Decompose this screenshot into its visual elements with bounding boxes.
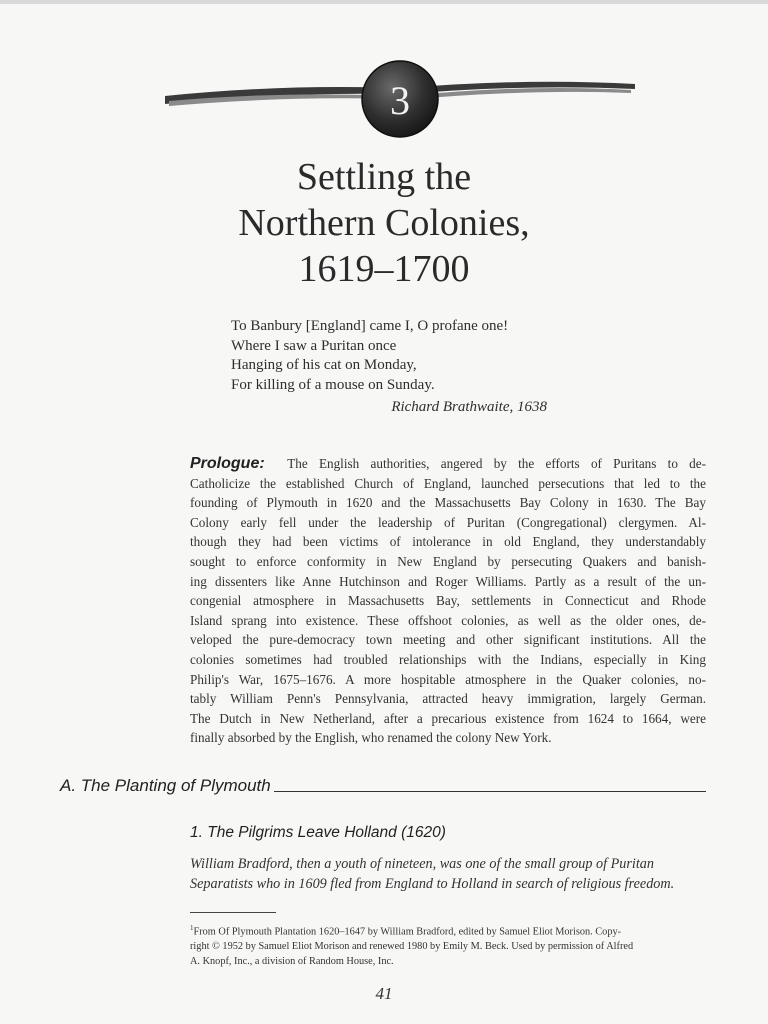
footnote-line: $^1$From Of Plymouth Plantation 1620–1647 by William Bradford, edited by Samuel Eliot Morison. Copy- <box>190 924 622 938</box>
prologue-line: congenial atmosphere in Massachusetts Bay, settlements in Connecticut and Rhode <box>190 593 706 609</box>
prologue-line: Colony early fell under the leadership of Puritan (Congregational) clergymen. Al- <box>190 514 706 530</box>
footnote-line: A. Knopf, Inc., a division of Random House, Inc. <box>190 956 394 968</box>
subsection-title: 1. The Pilgrims Leave Holland (1620) <box>190 824 446 841</box>
epigraph <box>231 317 561 418</box>
epigraph-line: For killing of a mouse on Sunday. <box>231 376 435 393</box>
prologue-line: sought to enforce conformity in New England by persecuting Quakers and banish- <box>190 553 706 569</box>
prologue-line: colonies sometimes had troubled relationships with the Indians, especially in King <box>190 651 706 667</box>
intro-line: William Bradford, then a youth of nineteen, was one of the small group of Puritan <box>190 856 654 872</box>
chapter-title-line: Northern Colonies, <box>238 202 530 244</box>
section-title: A. The Planting of Plymouth <box>60 776 271 795</box>
epigraph-line: Hanging of his cat on Monday, <box>231 357 417 373</box>
section-rule <box>274 791 706 792</box>
prologue-line: Island sprang into existence. These offshoot colonies, as well as the older ones, de- <box>190 612 706 628</box>
chapter-number: 3 <box>390 78 410 123</box>
epigraph-attribution: Richard Brathwaite, 1638 <box>391 399 547 415</box>
prologue-label: Prologue: <box>190 455 265 472</box>
chapter-number-ornament <box>165 44 635 144</box>
prologue-line: tably William Penn's Pennsylvania, attracted heavy immigration, largely German. <box>190 691 706 707</box>
epigraph-line: Where I saw a Puritan once <box>231 337 397 354</box>
footnote <box>190 921 706 969</box>
footnote-divider <box>190 912 276 913</box>
prologue-line: Prologue: The English authorities, angered by the efforts of Puritans to de- <box>190 455 707 472</box>
subsection-intro <box>190 854 706 894</box>
prologue-line: Philip's War, 1675–1676. A more hospitable atmosphere in the Quaker colonies, no- <box>190 671 706 687</box>
prologue-paragraph <box>190 454 706 748</box>
footnote-marker: 1 <box>190 924 194 932</box>
prologue-line: The Dutch in New Netherland, after a precarious existence from 1624 to 1664, were <box>190 710 706 726</box>
page-number: 41 <box>375 984 393 1003</box>
chapter-title-line: Settling the <box>296 156 472 198</box>
chapter-title <box>0 154 768 292</box>
epigraph-line: To Banbury [England] came I, O profane one! <box>231 318 509 334</box>
prologue-line: ing dissenters like Anne Hutchinson and Roger Williams. Partly as a result of the un- <box>190 573 706 589</box>
prologue-line: finally absorbed by the English, who renamed the colony New York. <box>190 730 552 746</box>
chapter-title-line: 1619–1700 <box>298 248 470 290</box>
prologue-line: founding of Plymouth in 1620 and the Massachusetts Bay Colony in 1630. The Bay <box>190 495 706 511</box>
prologue-line: veloped the pure-democracy town meeting and other significant institutions. All the <box>190 632 706 648</box>
footnote-line: right © 1952 by Samuel Eliot Morison and renewed 1980 by Emily M. Beck. Used by permission of Alfred <box>190 941 634 953</box>
prologue-line: Catholicize the established Church of England, launched persecutions that led to the <box>190 475 706 491</box>
section-heading <box>60 772 706 796</box>
intro-line: Separatists who in 1609 fled from England to Holland in search of religious freedom. <box>190 876 675 892</box>
prologue-line: though they had been victims of intolerance in old England, they understandably <box>190 534 706 550</box>
